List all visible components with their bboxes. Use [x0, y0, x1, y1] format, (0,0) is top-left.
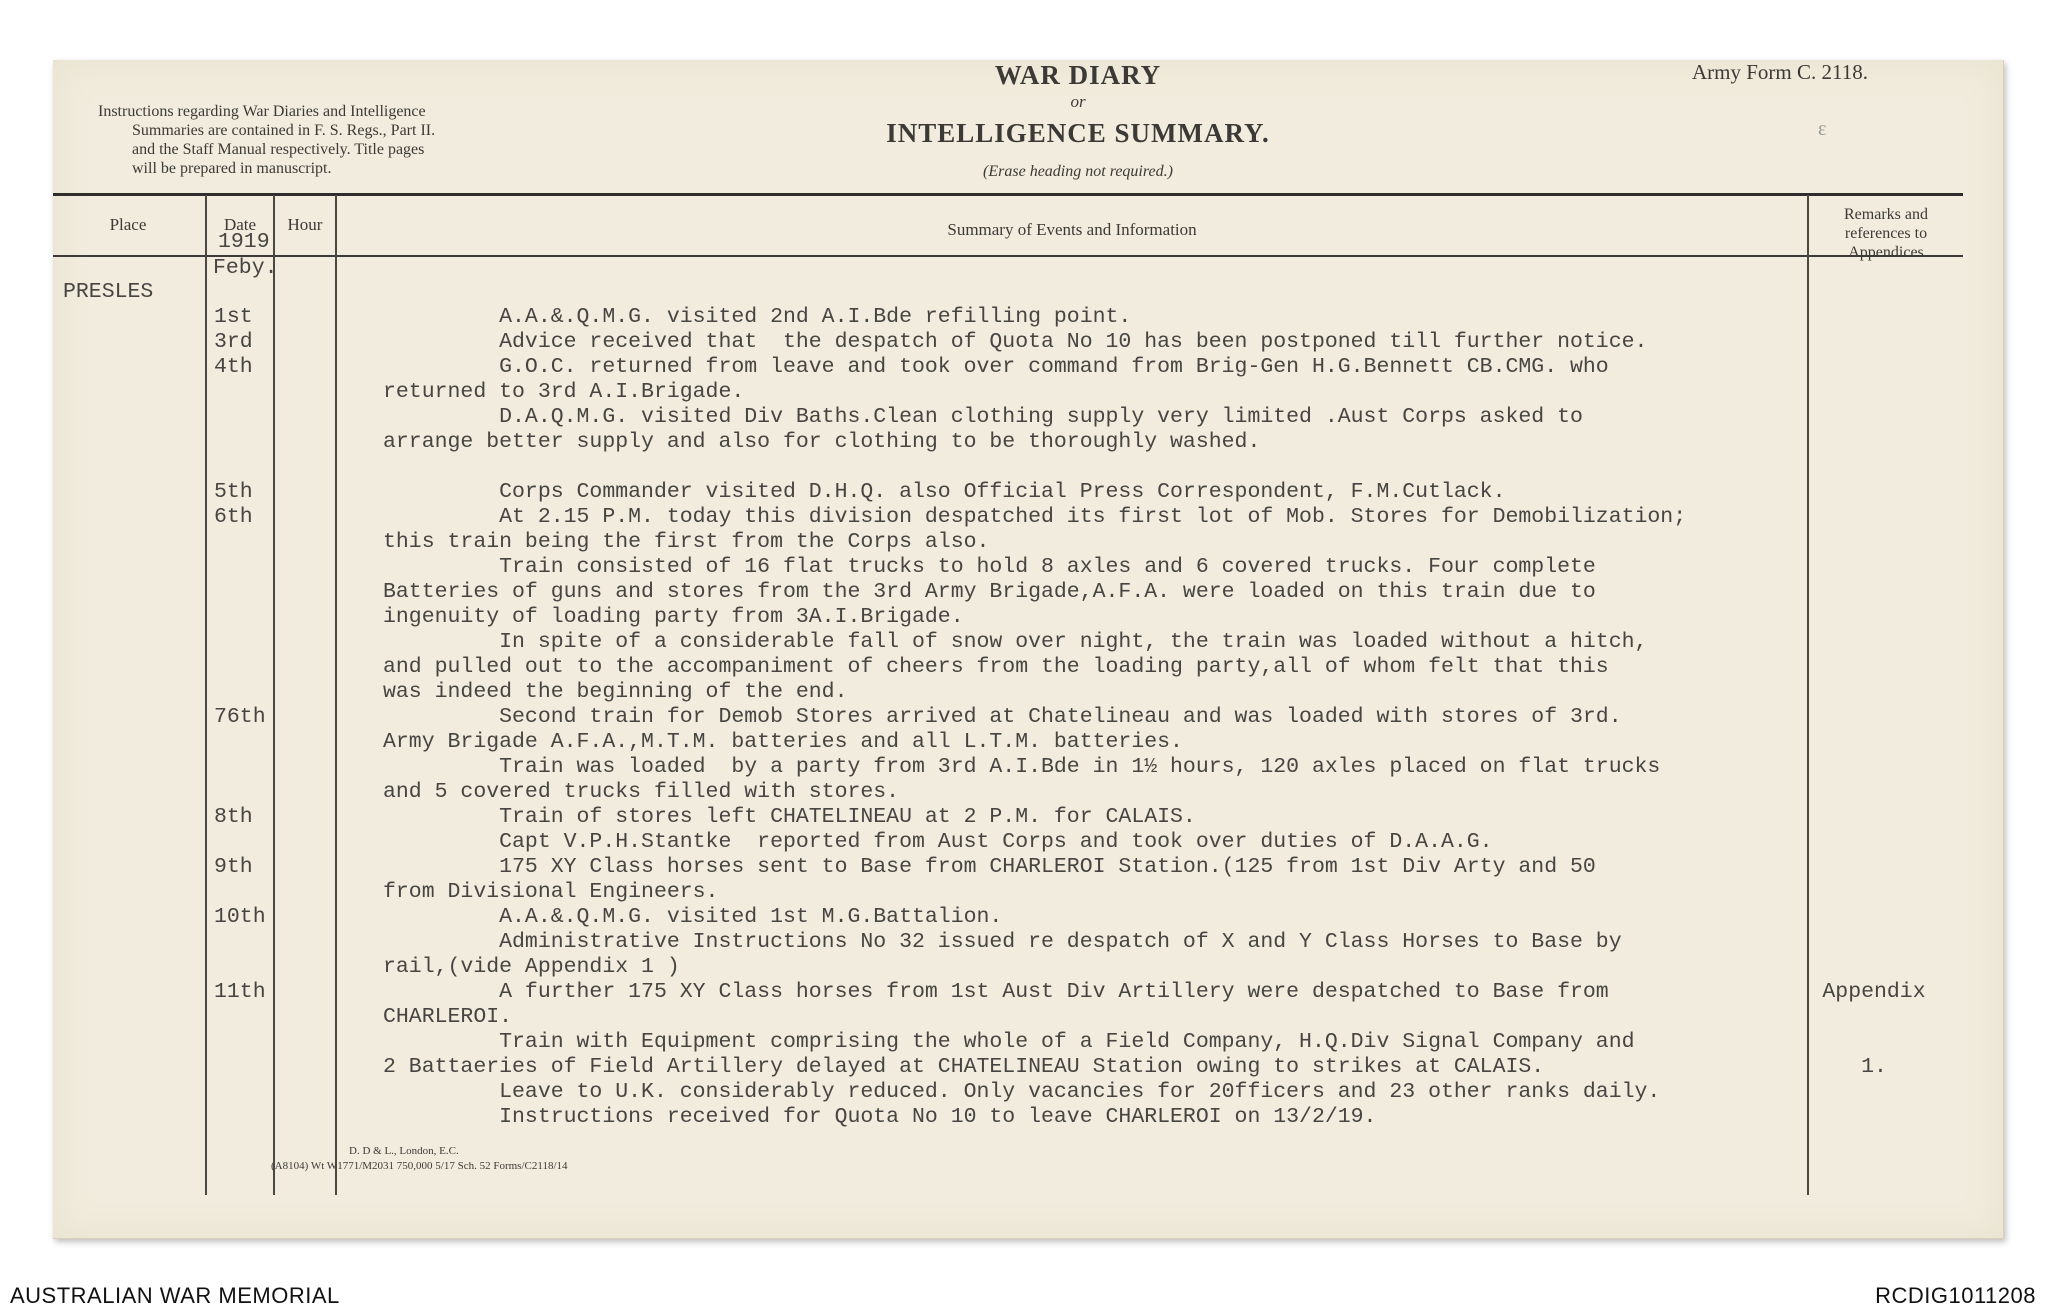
summary-line: was indeed the beginning of the end.	[383, 680, 848, 704]
summary-line: Corps Commander visited D.H.Q. also Official Press Correspondent, F.M.Cutlack.	[383, 480, 1506, 504]
summary-line	[383, 455, 1686, 480]
summary-line: Instructions received for Quota No 10 to leave CHARLEROI on 13/2/19.	[383, 1105, 1377, 1129]
summary-line: ingenuity of loading party from 3A.I.Brigade.	[383, 605, 964, 629]
page-number-mark: ɛ	[1818, 118, 1827, 140]
title-intelligence-summary: INTELLIGENCE SUMMARY.	[886, 118, 1270, 148]
printer-imprint	[271, 1144, 568, 1174]
summary-line: Army Brigade A.F.A.,M.T.M. batteries and all L.T.M. batteries.	[383, 730, 1183, 754]
summary-line: Capt V.P.H.Stantke reported from Aust Corps and took over duties of D.A.A.G.	[383, 830, 1493, 854]
place-entry: PRESLES	[63, 280, 154, 304]
summary-line: from Divisional Engineers.	[383, 880, 719, 904]
summary-line: 2 Battaeries of Field Artillery delayed at CHATELINEAU Station owing to strikes at CALAIS.	[383, 1055, 1545, 1079]
column-header-remarks	[1809, 205, 1963, 262]
remarks-line: Appendix	[1822, 980, 1926, 1004]
printer-line: (A8104) Wt W1771/M2031 750,000 5/17 Sch. 52 Forms/C2118/14	[271, 1160, 568, 1172]
column-divider-hour	[335, 195, 337, 1195]
column-header-summary: Summary of Events and Information	[947, 220, 1197, 239]
title-or: or	[1070, 92, 1086, 111]
summary-line: Train was loaded by a party from 3rd A.I.Bde in 1½ hours, 120 axles placed on flat trucks	[383, 755, 1661, 779]
summary-line: Batteries of guns and stores from the 3rd Army Brigade,A.F.A. were loaded on this train due to	[383, 580, 1596, 604]
summary-line: Train consisted of 16 flat trucks to hold 8 axles and 6 covered trucks. Four complete	[383, 555, 1596, 579]
summary-line: 175 XY Class horses sent to Base from CHARLEROI Station.(125 from 1st Div Arty and 50	[383, 855, 1596, 879]
date-entry: 1st	[214, 305, 253, 329]
date-entry: 11th	[214, 980, 266, 1004]
summary-line: A.A.&.Q.M.G. visited 2nd A.I.Bde refilling point.	[383, 305, 1132, 329]
summary-line: A further 175 XY Class horses from 1st Aust Div Artillery were despatched to Base from	[383, 980, 1609, 1004]
summary-line: this train being the first from the Corps also.	[383, 530, 990, 554]
title-erase-note: (Erase heading not required.)	[983, 163, 1173, 180]
date-entry: 76th	[214, 705, 266, 729]
column-header-hour: Hour	[287, 215, 323, 234]
date-entry: 9th	[214, 855, 253, 879]
date-entry: 10th	[214, 905, 266, 929]
summary-line: At 2.15 P.M. today this division despatched its first lot of Mob. Stores for Demobilization;	[383, 505, 1687, 529]
remarks-header-line: references to	[1844, 225, 1928, 242]
summary-line: and 5 covered trucks filled with stores.	[383, 780, 900, 804]
printer-line: D. D & L., London, E.C.	[349, 1145, 459, 1157]
summary-line: Administrative Instructions No 32 issued re despatch of X and Y Class Horses to Base by	[383, 930, 1622, 954]
summary-line: and pulled out to the accompaniment of cheers from the loading party,all of whom felt that this	[383, 655, 1609, 679]
column-divider-place	[205, 195, 207, 1195]
summary-line: Advice received that the despatch of Quota No 10 has been postponed till further notice.	[383, 330, 1648, 354]
summary-line: Leave to U.K. considerably reduced. Only vacancies for 20fficers and 23 other ranks daily.	[383, 1080, 1661, 1104]
date-entry: 8th	[214, 805, 253, 829]
war-diary-sheet	[53, 60, 2004, 1239]
summary-of-events	[383, 280, 1686, 1130]
date-entry: 6th	[214, 505, 253, 529]
date-entry: 4th	[214, 355, 253, 379]
summary-line: D.A.Q.M.G. visited Div Baths.Clean clothing supply very limited .Aust Corps asked to	[383, 405, 1583, 429]
summary-line: arrange better supply and also for clothing to be thoroughly washed.	[383, 430, 1261, 454]
archive-caption: AUSTRALIAN WAR MEMORIAL	[10, 1283, 340, 1308]
summary-line: G.O.C. returned from leave and took over command from Brig-Gen H.G.Bennett CB.CMG. who	[383, 355, 1609, 379]
date-entry: 3rd	[214, 330, 253, 354]
instructions-line: will be prepared in manuscript.	[132, 160, 332, 177]
summary-line: CHARLEROI.	[383, 1005, 513, 1029]
year-entry: 1919	[218, 230, 270, 254]
form-instructions	[98, 102, 568, 178]
table-top-rule	[53, 193, 1963, 196]
archive-reference: RCDIG1011208	[1875, 1283, 2036, 1308]
instructions-line: Instructions regarding War Diaries and Intelligence	[98, 103, 426, 120]
instructions-line: and the Staff Manual respectively. Title pages	[132, 141, 425, 158]
summary-line	[383, 280, 1686, 305]
month-entry: Feby.	[213, 256, 278, 280]
summary-line: rail,(vide Appendix 1 )	[383, 955, 680, 979]
remarks-header-line: Appendices	[1848, 244, 1924, 261]
column-header-place: Place	[109, 215, 147, 234]
remarks-column	[1809, 930, 1939, 1130]
date-entry: 5th	[214, 480, 253, 504]
title-war-diary: WAR DIARY	[994, 60, 1162, 90]
column-header-date: Date	[223, 215, 257, 234]
summary-line: Train of stores left CHATELINEAU at 2 P.M. for CALAIS.	[383, 805, 1196, 829]
instructions-line: Summaries are contained in F. S. Regs., Part II.	[132, 122, 436, 139]
remarks-header-line: Remarks and	[1844, 206, 1928, 223]
army-form-number: Army Form C. 2118.	[1692, 60, 1868, 84]
summary-line: Second train for Demob Stores arrived at Chatelineau and was loaded with stores of 3rd.	[383, 705, 1622, 729]
summary-line: In spite of a considerable fall of snow over night, the train was loaded without a hitch,	[383, 630, 1648, 654]
remarks-line: 1.	[1861, 1055, 1887, 1079]
summary-line: Train with Equipment comprising the whole of a Field Company, H.Q.Div Signal Company and	[383, 1030, 1635, 1054]
summary-line: A.A.&.Q.M.G. visited 1st M.G.Battalion.	[383, 905, 1003, 929]
table-header-rule	[53, 255, 1963, 257]
column-divider-date	[273, 195, 275, 1195]
summary-line: returned to 3rd A.I.Brigade.	[383, 380, 745, 404]
